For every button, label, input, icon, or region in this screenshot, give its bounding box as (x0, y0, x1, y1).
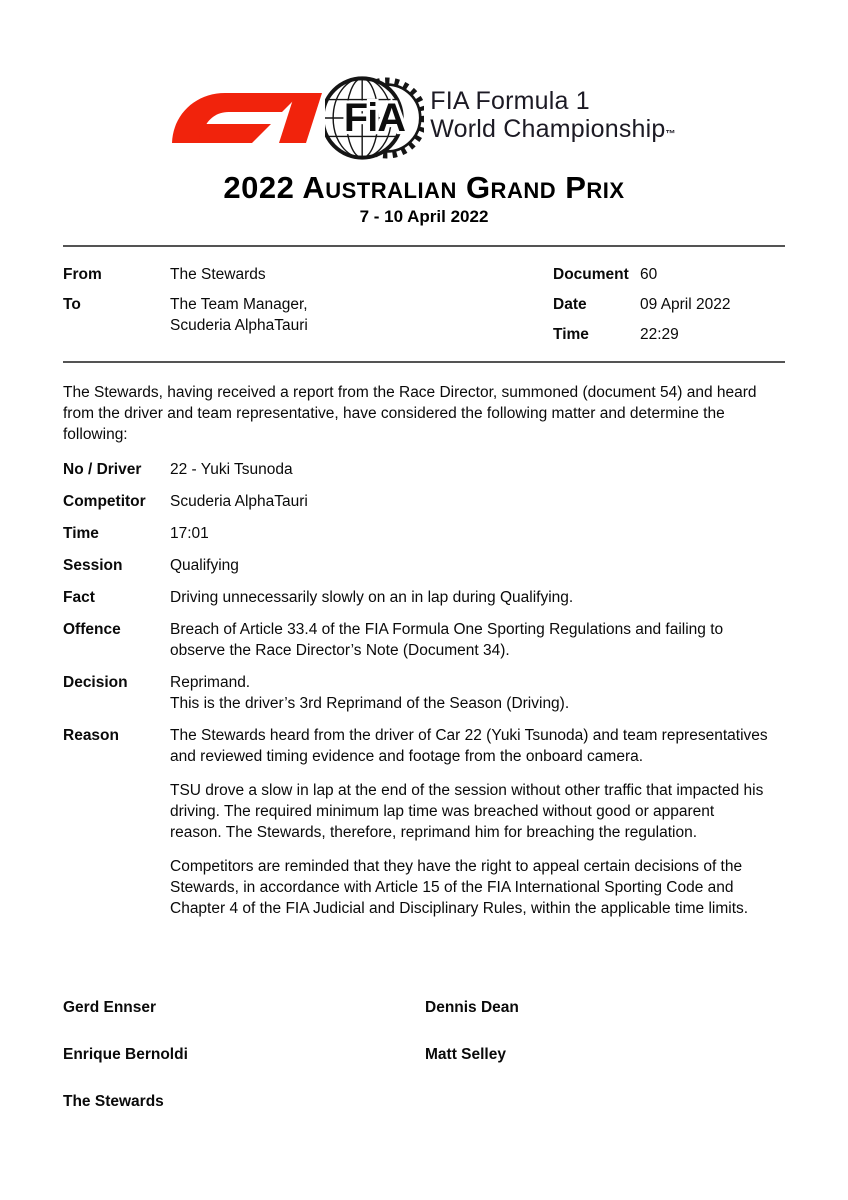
reason-paragraph-1: The Stewards heard from the driver of Car 22 (Yuki Tsunoda) and team representatives and reviewed timing evidence and footage from the onboard camera. (170, 727, 768, 765)
session-label: Session (63, 557, 123, 574)
row-decision (63, 672, 785, 714)
page-title: 2022 Australian Grand Prix (223, 170, 625, 205)
competitor-value: Scuderia AlphaTauri (170, 493, 308, 510)
signature-row-1 (63, 997, 785, 1018)
meta-row-from (63, 264, 553, 285)
signature-row-3 (63, 1091, 785, 1112)
fia-wordmark (430, 87, 675, 150)
reason-label: Reason (63, 727, 119, 744)
row-session (63, 555, 785, 576)
meta-row-date (553, 294, 731, 315)
row-reason (63, 725, 785, 919)
meta-right-column (553, 264, 731, 354)
from-label: From (63, 266, 102, 283)
signatory-matt-selley: Matt Selley (425, 1046, 506, 1063)
signatures-block (63, 997, 785, 1112)
row-time (63, 523, 785, 544)
reason-value (170, 725, 770, 919)
divider-meta-bottom (63, 361, 785, 363)
f1-logo-icon (172, 86, 322, 150)
fact-label: Fact (63, 589, 95, 606)
row-competitor (63, 491, 785, 512)
reason-paragraph-2: TSU drove a slow in lap at the end of the session without other traffic that impacted his driving. The required minimum lap time was breached without good or apparent reason. The Stewards, therefore, reprimand him for breaching the regulation. (170, 782, 764, 841)
masthead (0, 73, 848, 163)
time-of-incident-label: Time (63, 525, 99, 542)
meta-row-to (63, 294, 553, 336)
no-driver-value: 22 - Yuki Tsunoda (170, 461, 293, 478)
document-label: Document (553, 266, 629, 283)
decision-value: Reprimand. This is the driver’s 3rd Reprimand of the Season (Driving). (170, 674, 570, 712)
fia-globe-gear-icon (325, 74, 424, 162)
fia-badge-text: FiA (344, 96, 406, 141)
intro-paragraph: The Stewards, having received a report from the Race Director, summoned (document 54) and heard from the driver and team representative, have considered the following matter and determine the following: (63, 384, 757, 443)
signature-the-stewards: The Stewards (63, 1093, 164, 1110)
divider-top (63, 245, 785, 247)
signatory-enrique-bernoldi: Enrique Bernoldi (63, 1046, 188, 1063)
offence-value: Breach of Article 33.4 of the FIA Formula One Sporting Regulations and failing to observe the Race Director’s Note (Document 34). (170, 621, 724, 659)
case-details (63, 459, 785, 919)
meta-left-column (63, 264, 553, 354)
wordmark-line1: FIA Formula 1 (430, 86, 590, 115)
wordmark-line2: World Championship™ (430, 115, 676, 143)
decision-label: Decision (63, 674, 128, 691)
meta-block (63, 264, 785, 354)
meta-row-time (553, 324, 731, 345)
offence-label: Offence (63, 621, 121, 638)
to-label: To (63, 296, 81, 313)
trademark-symbol: ™ (665, 129, 676, 140)
row-fact (63, 587, 785, 608)
date-label: Date (553, 296, 587, 313)
row-no-driver (63, 459, 785, 480)
time-of-incident-value: 17:01 (170, 525, 209, 542)
signature-row-2 (63, 1044, 785, 1065)
event-dates: 7 - 10 April 2022 (359, 207, 489, 226)
fact-value: Driving unnecessarily slowly on an in lap during Qualifying. (170, 589, 574, 606)
reason-paragraph-3: Competitors are reminded that they have the right to appeal certain decisions of the Stewards, in accordance with Article 15 of the FIA International Sporting Code and Chapter 4 of the FIA Judicial and Disciplinary Rules, within the applicable time limits. (170, 858, 749, 917)
to-value: The Team Manager, Scuderia AlphaTauri (170, 296, 308, 334)
meta-row-document (553, 264, 731, 285)
row-offence (63, 619, 785, 661)
no-driver-label: No / Driver (63, 461, 142, 478)
signatory-gerd-ennser: Gerd Ennser (63, 999, 157, 1016)
session-value: Qualifying (170, 557, 239, 574)
time-value: 22:29 (640, 326, 679, 343)
date-value: 09 April 2022 (640, 296, 731, 313)
document-number: 60 (640, 266, 658, 283)
signatory-dennis-dean: Dennis Dean (425, 999, 519, 1016)
from-value: The Stewards (170, 266, 266, 283)
time-label: Time (553, 326, 589, 343)
competitor-label: Competitor (63, 493, 146, 510)
